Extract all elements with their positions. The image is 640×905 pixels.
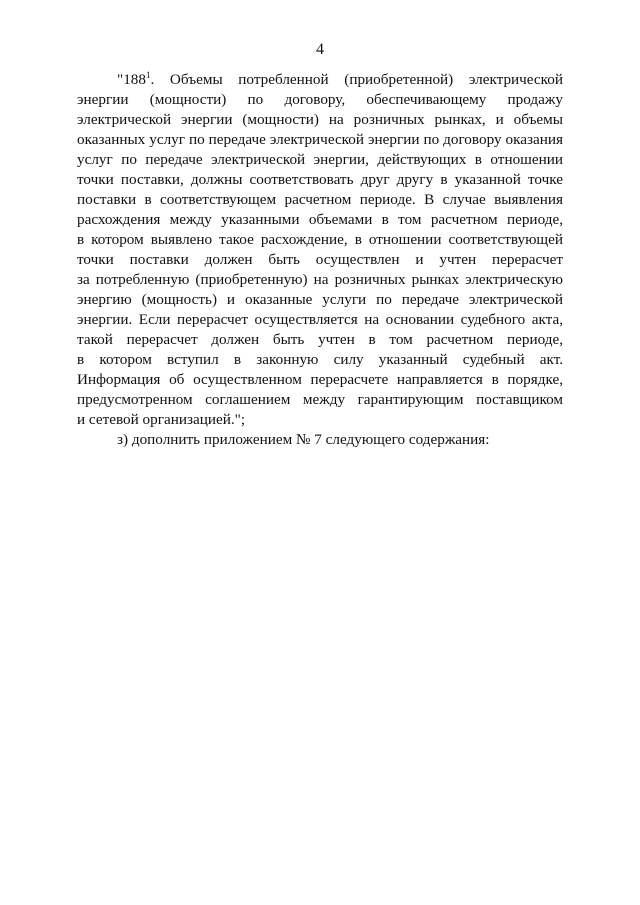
- text-line: поставки в соответствующем расчетном периоде. В случае выявления: [77, 191, 563, 208]
- text-line: предусмотренном соглашением между гарантирующим поставщиком: [77, 391, 563, 408]
- text-line: оказанных услуг по передаче электрической энергии по договору оказания: [77, 131, 563, 148]
- text-line: в котором вступил в законную силу указанный судебный акт.: [77, 351, 563, 368]
- text-line: и сетевой организацией.";: [77, 411, 246, 428]
- text-line: [77, 70, 563, 90]
- page-number: 4: [316, 41, 324, 58]
- clause-superscript: 1: [145, 70, 151, 80]
- text-line: такой перерасчет должен быть учтен в том расчетном периоде,: [77, 331, 563, 348]
- text-line: в котором выявлено такое расхождение, в отношении соответствующей: [77, 231, 563, 248]
- text-line: электрической энергии (мощности) на розничных рынках, и объемы: [77, 111, 563, 128]
- text-line-content: . Объемы потребленной (приобретенной) электрической: [150, 71, 563, 88]
- text-line: расхождения между указанными объемами в том расчетном периоде,: [77, 211, 563, 228]
- amendment-item-z: з) дополнить приложением № 7 следующего содержания:: [117, 431, 490, 448]
- clause-number: "188: [117, 71, 146, 88]
- text-line: энергии (мощности) по договору, обеспечивающему продажу: [77, 91, 563, 108]
- text-line: за потребленную (приобретенную) на розничных рынках электрическую: [77, 271, 563, 288]
- document-body: [77, 70, 563, 450]
- text-line: услуг по передаче электрической энергии, действующих в отношении: [77, 151, 563, 168]
- text-line: энергии. Если перерасчет осуществляется на основании судебного акта,: [77, 311, 563, 328]
- text-line: точки поставки должен быть осуществлен и учтен перерасчет: [77, 251, 563, 268]
- text-line: энергию (мощность) и оказанные услуги по передаче электрической: [77, 291, 563, 308]
- text-line: точки поставки, должны соответствовать друг другу в указанной точке: [77, 171, 563, 188]
- text-line: Информация об осуществленном перерасчете направляется в порядке,: [77, 371, 563, 388]
